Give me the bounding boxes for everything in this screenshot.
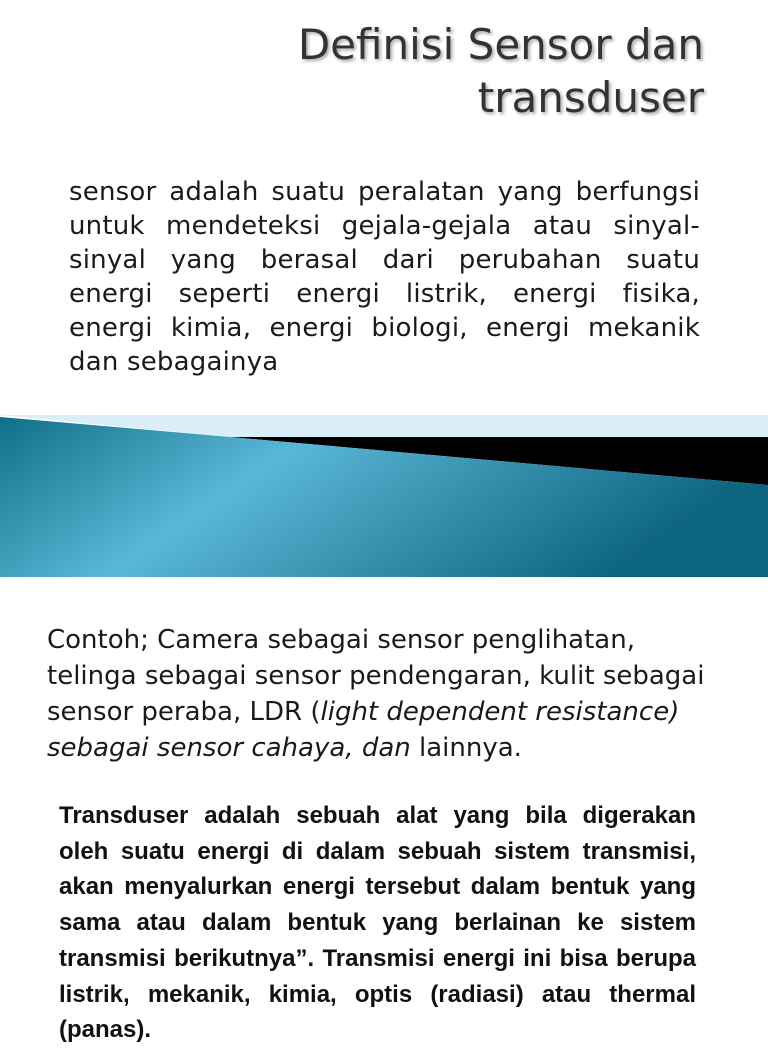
title-line-1: Definisi Sensor dan — [297, 20, 704, 69]
example-end: . — [513, 733, 522, 763]
slide-title — [84, 18, 704, 124]
decorative-band — [0, 415, 768, 577]
sensor-definition: sensor adalah suatu peralatan yang berfungsi untuk mendeteksi gejala-gejala atau sinyal-sinyal yang berasal dari perubahan suatu energi seperti energi listrik, energi fisika, energi kimia, energi biologi, energi mekanik dan sebagainya — [69, 177, 700, 377]
example-part-1: Contoh; Camera sebagai sensor penglihatan, telinga sebagai sensor pendengaran, kulit sebagai sensor peraba, LDR ( — [47, 625, 705, 727]
example-part-2: lainnya — [410, 733, 514, 763]
transducer-definition: Transduser adalah sebuah alat yang bila digerakan oleh suatu energi di dalam sebuah sistem transmisi, akan menyalurkan energi tersebut dalam bentuk yang sama atau dalam bentuk yang berlainan ke sistem transmisi berikutnya”. Transmisi energi ini bisa berupa listrik, mekanik, kimia, optis (radiasi) atau thermal (panas). — [59, 802, 696, 1044]
title-line-2: transduser — [477, 73, 704, 122]
example-italic: light dependent resistance) sebagai sensor cahaya, dan — [47, 697, 680, 763]
example-text — [47, 622, 717, 766]
